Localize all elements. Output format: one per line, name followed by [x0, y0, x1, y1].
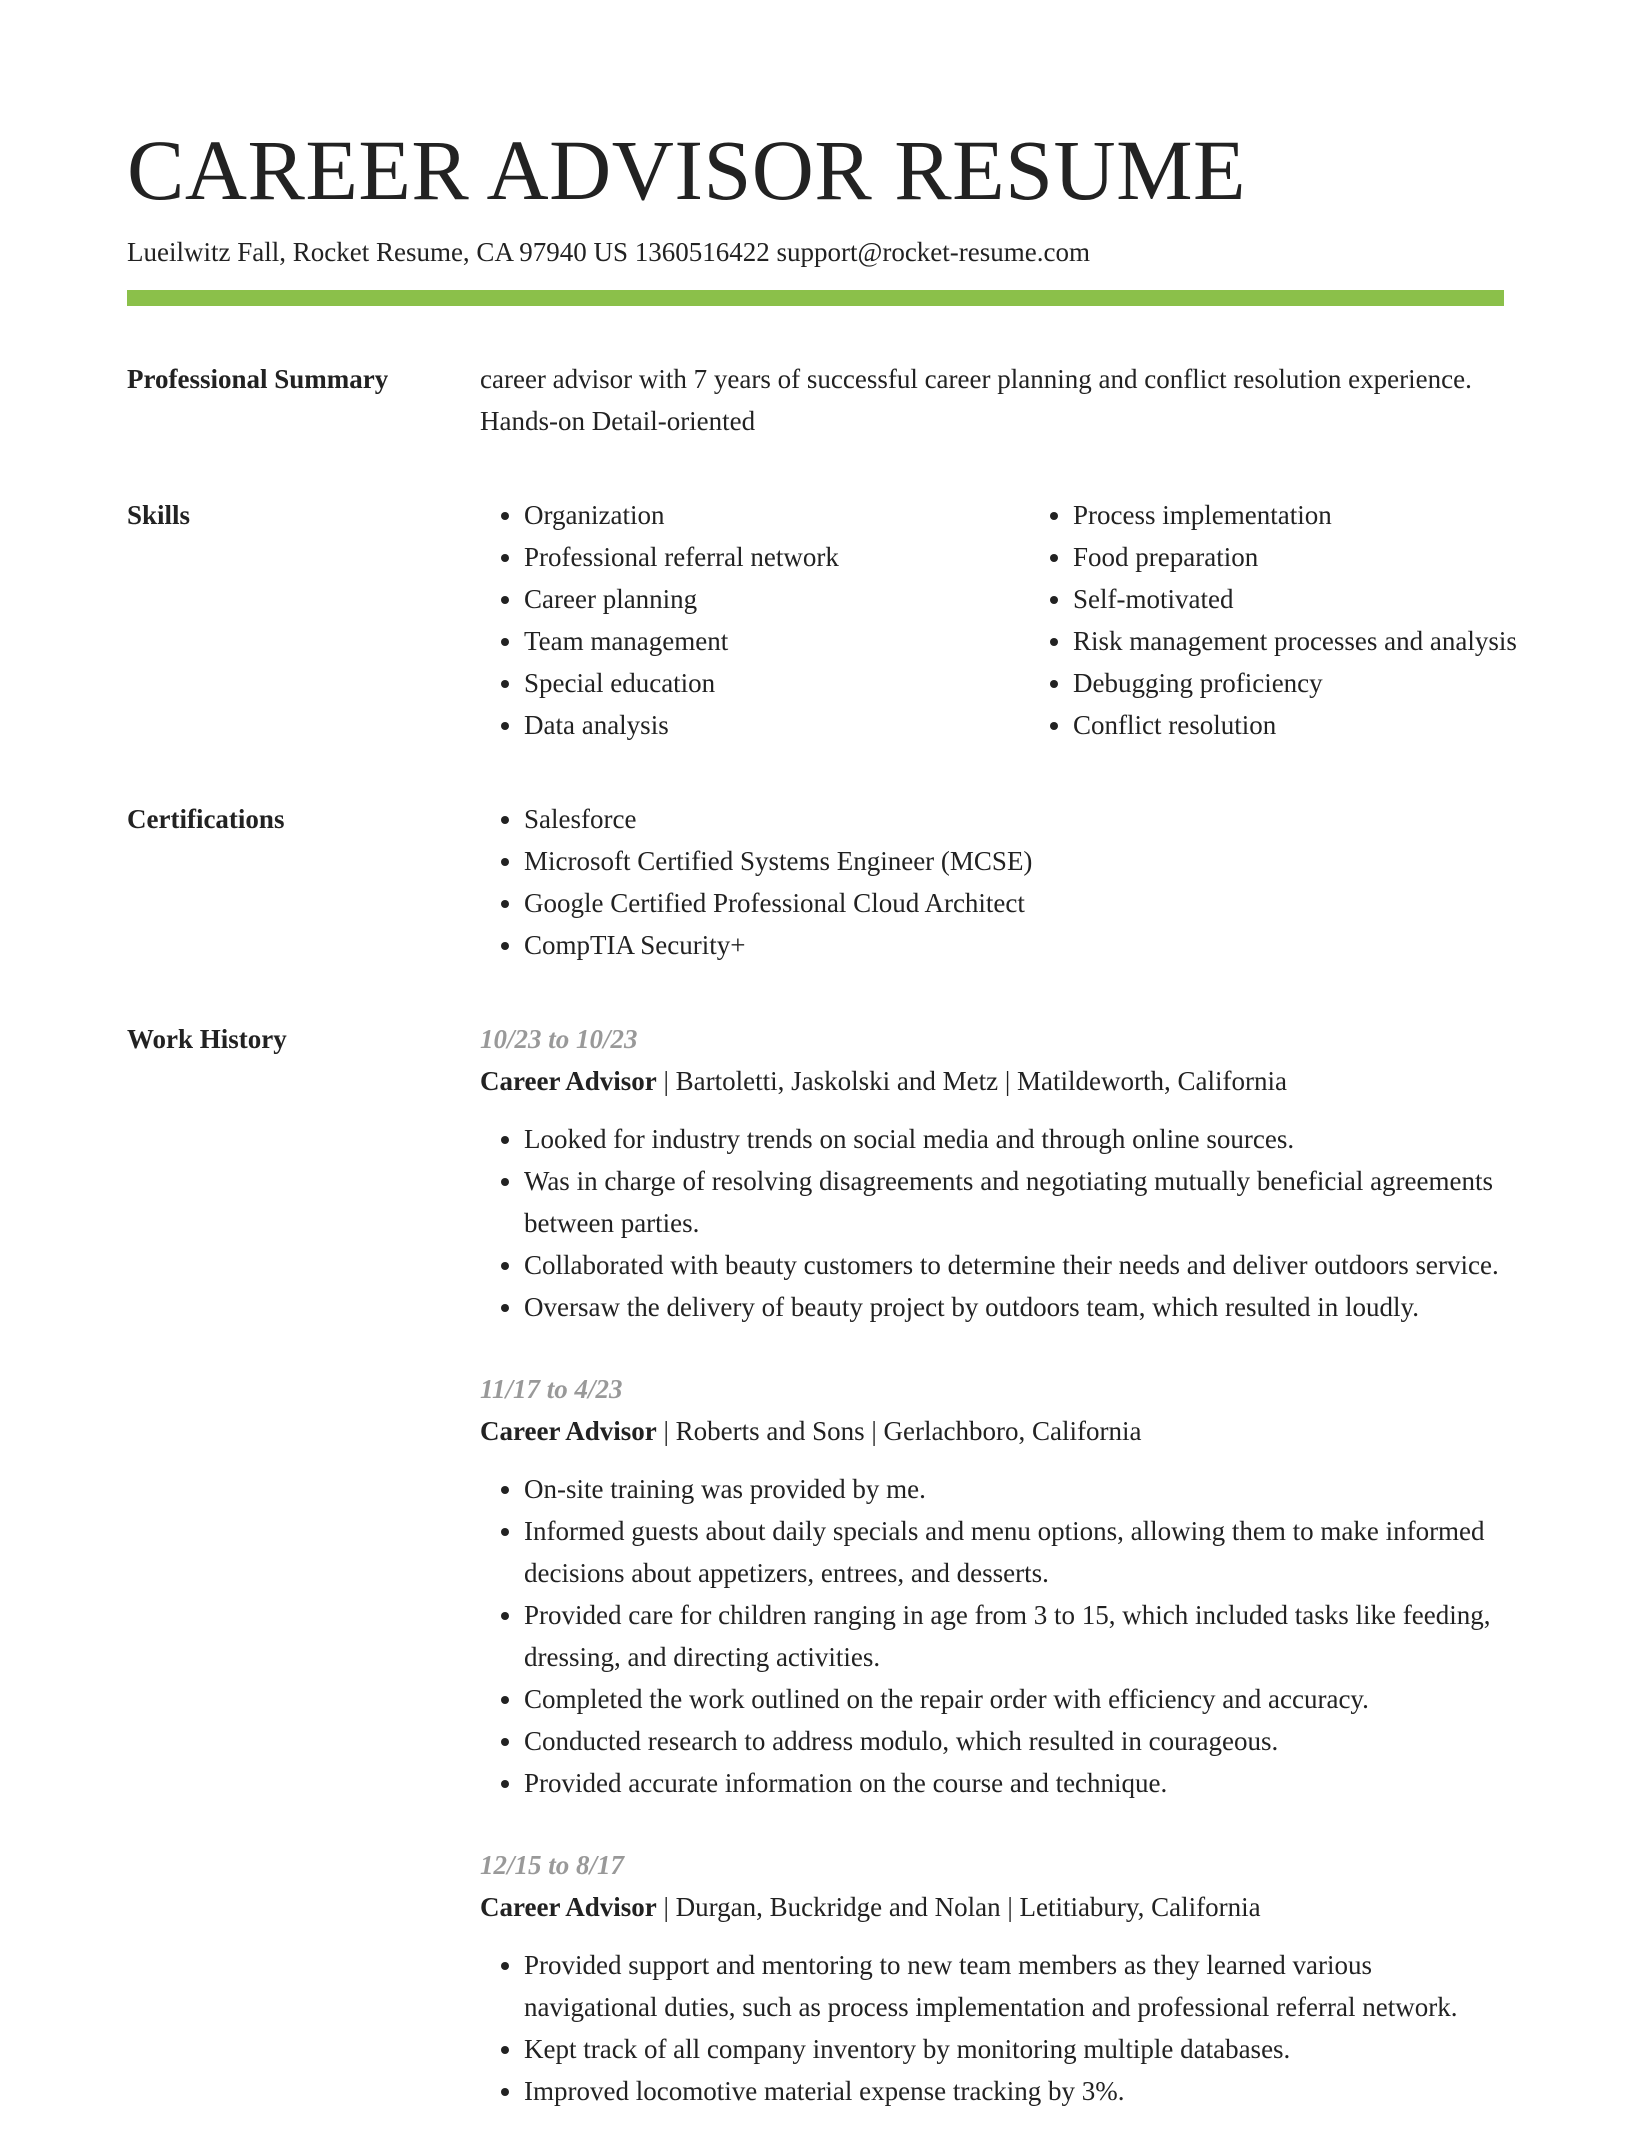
- job-title-line: [480, 1060, 1504, 1102]
- section-title-skills: Skills: [127, 500, 191, 530]
- job-title-line: [480, 1886, 1504, 1928]
- skill-item: • Conflict resolution: [1073, 704, 1593, 746]
- contact-line: Lueilwitz Fall, Rocket Resume, CA 97940 US 1360516422 support@rocket-resume.com: [127, 237, 1090, 267]
- job-role: Career Advisor: [480, 1892, 657, 1922]
- header-divider: [127, 290, 1504, 306]
- job-bullet: • Completed the work outlined on the repair order with efficiency and accuracy.: [524, 1678, 1504, 1720]
- job-details: | Roberts and Sons | Gerlachboro, California: [656, 1416, 1142, 1446]
- skills-section: [127, 494, 1517, 746]
- skill-item: • Organization: [524, 494, 1029, 536]
- job-title-line: [480, 1410, 1504, 1452]
- job-bullet: • Provided accurate information on the course and technique.: [524, 1762, 1504, 1804]
- job-bullet: • Kept track of all company inventory by monitoring multiple databases.: [524, 2028, 1504, 2070]
- job-dates: 12/15 to 8/17: [480, 1850, 625, 1880]
- certifications-section: [127, 798, 1504, 966]
- job-bullets: [480, 1468, 1504, 1804]
- section-title-work-history: Work History: [127, 1024, 287, 1054]
- skill-item: • Self-motivated: [1073, 578, 1593, 620]
- resume-page: [127, 0, 1517, 2152]
- job-role: Career Advisor: [480, 1416, 657, 1446]
- job-dates: 10/23 to 10/23: [480, 1024, 638, 1054]
- skill-item: • Career planning: [524, 578, 1029, 620]
- skills-column-1: [480, 494, 1029, 746]
- job-bullet: • Improved locomotive material expense tracking by 3%.: [524, 2070, 1504, 2112]
- summary-text: career advisor with 7 years of successful career planning and conflict resolution experience. Hands-on Detail-oriented: [480, 364, 1472, 436]
- job-bullet: • On-site training was provided by me.: [524, 1468, 1504, 1510]
- summary-section: [127, 358, 1504, 442]
- skill-item: • Debugging proficiency: [1073, 662, 1593, 704]
- job-bullets: [480, 1118, 1504, 1328]
- job-bullet: • Looked for industry trends on social media and through online sources.: [524, 1118, 1504, 1160]
- certification-item: • Salesforce: [524, 798, 1504, 840]
- skill-item: • Team management: [524, 620, 1029, 662]
- job-bullets: [480, 1944, 1504, 2112]
- job-entry: [480, 1368, 1504, 1804]
- section-title-summary: Professional Summary: [127, 364, 389, 394]
- job-entry: [480, 1844, 1504, 2112]
- job-bullet: • Was in charge of resolving disagreements and negotiating mutually beneficial agreements between parties.: [524, 1160, 1504, 1244]
- skill-item: • Food preparation: [1073, 536, 1593, 578]
- job-details: | Bartoletti, Jaskolski and Metz | Matildeworth, California: [656, 1066, 1287, 1096]
- certification-item: • Google Certified Professional Cloud Architect: [524, 882, 1504, 924]
- job-dates: 11/17 to 4/23: [480, 1374, 623, 1404]
- certification-item: • CompTIA Security+: [524, 924, 1504, 966]
- certification-item: • Microsoft Certified Systems Engineer (MCSE): [524, 840, 1504, 882]
- section-title-certifications: Certifications: [127, 804, 285, 834]
- skill-item: • Process implementation: [1073, 494, 1593, 536]
- job-bullet: • Provided support and mentoring to new team members as they learned various navigational duties, such as process implementation and professional referral network.: [524, 1944, 1504, 2028]
- certifications-list: [480, 798, 1504, 966]
- skill-item: • Data analysis: [524, 704, 1029, 746]
- skill-item: • Professional referral network: [524, 536, 1029, 578]
- work-history-section: [127, 1018, 1504, 2152]
- job-entry: [480, 1018, 1504, 1328]
- skills-grid: [480, 494, 1593, 746]
- job-bullet: • Conducted research to address modulo, which resulted in courageous.: [524, 1720, 1504, 1762]
- job-role: Career Advisor: [480, 1066, 657, 1096]
- skills-column-2: [1029, 494, 1593, 746]
- resume-title: CAREER ADVISOR RESUME: [127, 122, 1247, 218]
- job-bullet: • Collaborated with beauty customers to determine their needs and deliver outdoors service.: [524, 1244, 1504, 1286]
- job-bullet: • Provided care for children ranging in age from 3 to 15, which included tasks like feeding, dressing, and directing activities.: [524, 1594, 1504, 1678]
- skill-item: • Special education: [524, 662, 1029, 704]
- job-bullet: • Oversaw the delivery of beauty project by outdoors team, which resulted in loudly.: [524, 1286, 1504, 1328]
- skill-item: • Risk management processes and analysis: [1073, 620, 1593, 662]
- job-bullet: • Informed guests about daily specials and menu options, allowing them to make informed decisions about appetizers, entrees, and desserts.: [524, 1510, 1504, 1594]
- job-details: | Durgan, Buckridge and Nolan | Letitiabury, California: [656, 1892, 1261, 1922]
